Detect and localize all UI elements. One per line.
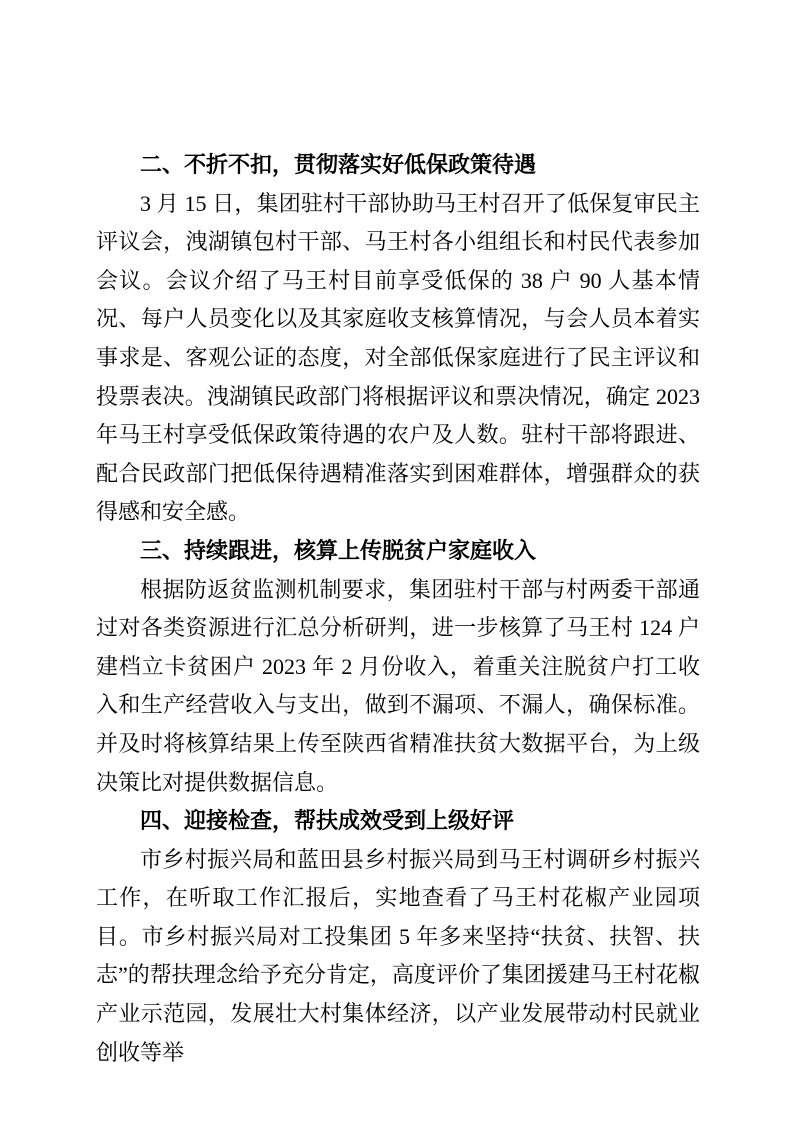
section-heading: 四、迎接检查，帮扶成效受到上级好评 [140,808,515,834]
section-paragraph: 根据防返贫监测机制要求，集团驻村干部与村两委干部通过对各类资源进行汇总分析研判，进一步核算了马王村 124 户建档立卡贫困户 2023 年 2 月份收入，着重关注脱贫户打工收入和生产经营收入与支出，做到不漏项、不漏人，确保标准。并及时将核算结果上传至陕西省精准扶贫大数据平台，为上级决策比对提供数据信息。 [96,576,700,795]
section-heading: 三、持续跟进，核算上传脱贫户家庭收入 [140,537,537,563]
section-heading: 二、不折不扣，贯彻落实好低保政策待遇 [140,152,537,177]
section-paragraph: 市乡村振兴局和蓝田县乡村振兴局到马王村调研乡村振兴工作，在听取工作汇报后，实地查看了马王村花椒产业园项目。市乡村振兴局对工投集团 5 年多来坚持“扶贫、扶智、扶志”的帮扶理念给予充分肯定，高度评价了集团援建马王村花椒产业示范园，发展壮大村集体经济，以产业发展带动村民就业创收等举 [96,846,700,1065]
section-paragraph: 3 月 15 日，集团驻村干部协助马王村召开了低保复审民主评议会，洩湖镇包村干部、马王村各小组组长和村民代表参加会议。会议介绍了马王村目前享受低保的 38 户 90 人基本情况、每户人员变化以及其家庭收支核算情况，与会人员本着实事求是、客观公证的态度，对全部低保家庭进行了民主评议和投票表决。洩湖镇民政部门将根据评议和票决情况，确定 2023 年马王村享受低保政策待遇的农户及人数。驻村干部将跟进、配合民政部门把低保待遇精准落实到困难群体，增强群众的获得感和安全感。 [96,190,700,525]
section-inspection-praise [96,802,700,1072]
section-low-insurance-policy [96,146,700,532]
section-household-income [96,532,700,802]
